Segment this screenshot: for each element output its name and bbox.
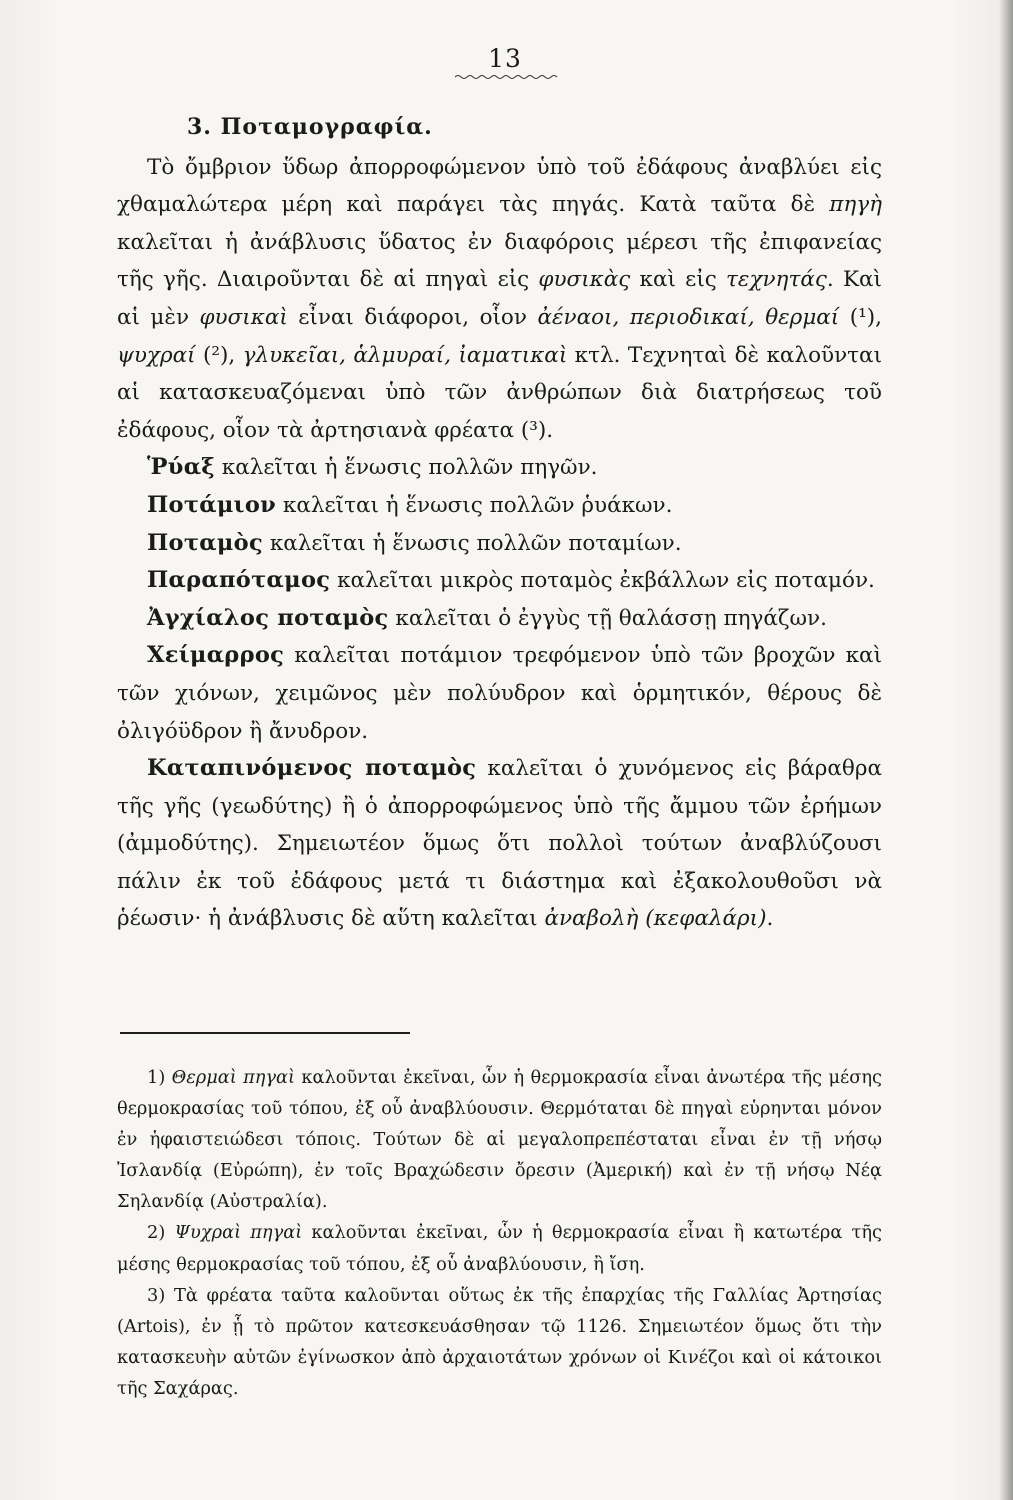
definition-term: Ποτάμιον [147,491,277,518]
footnote-3 [117,1280,882,1404]
term-fysikai: φυσικαὶ [199,304,288,330]
term-technitas: τεχνητάς [726,267,827,293]
intro-text-1: Τὸ ὄμβριον ὕδωρ ἀπορροφώμενον ὑπὸ τοῦ ἐδάφους ἀναβλύει εἰς χθαμαλώτερα μέρη καὶ παράγει τὰς πηγάς. Κατὰ ταῦτα δὲ [117,154,882,218]
definition-term: Καταπινόμενος ποταμὸς [147,755,477,782]
intro-text-4: . Καὶ αἱ μὲν [117,267,882,330]
main-text [117,109,882,938]
footnote-text: καλοῦνται ἐκεῖναι, ὧν ἡ θερμοκρασία εἶναι ἀνωτέρα τῆς μέσης θερμοκρασίας τοῦ τόπου, ἐξ οὗ ἀναβλύουσιν. Θερμόταται δὲ πηγαὶ εὑρηνται μόνον ἐν ἡφαιστειώδεσι τόποις. Τούτων δὲ αἱ μεγαλοπρεπέσταται εἶναι ἐν τῇ νήσῳ Ἰσλανδίᾳ (Εὐρώπη), ἐν τοῖς Βραχώδεσιν ὄρεσιν (Ἀμερική) καὶ ἐν τῇ νήσῳ Νέᾳ Σηλανδίᾳ (Αὐστραλία). [117,1067,882,1213]
intro-text-3: καὶ εἰς [630,267,727,293]
definition-text: καλεῖται ὁ χυνόμενος εἰς βάραθρα τῆς γῆς (γεωδύτης) ἢ ὁ ἀπορροφώμενος ὑπὸ τῆς ἄμμου τῶν ἐρήμων (ἀμμοδύτης). Σημειωτέον ὅμως ὅτι πολλοὶ τούτων ἀναβλύζουσι πάλιν ἐκ τοῦ ἐδάφους μετά τι διάστημα καὶ ἐξακολουθοῦσι νὰ ῥέωσιν· ἡ ἀνάβλυσις δὲ αὕτη καλεῖται [117,756,882,932]
footnote-1 [117,1062,882,1217]
definition-parapotamos [117,562,882,600]
definition-text: καλεῖται ἡ ἕνωσις πολλῶν ποταμίων. [262,530,682,556]
footnotes [117,1062,882,1404]
definition-text: καλεῖται μικρὸς ποταμὸς ἐκβάλλων εἰς ποταμόν. [330,568,875,594]
footnote-ref-1: (¹), [839,304,882,330]
term-anavoli: ἀναβολὴ (κεφαλάρι) [544,906,767,932]
footnote-ref-2: (²), [195,342,243,368]
definition-term: Ἀγχίαλος ποταμὸς [147,604,389,631]
definition-text: καλεῖται ὁ ἐγγὺς τῇ θαλάσσῃ πηγάζων. [388,605,827,631]
definition-text: καλεῖται ἡ ἕνωσις πολλῶν ῥυάκων. [276,492,673,518]
footnote-2 [117,1217,882,1279]
definition-text: καλεῖται ἡ ἕνωσις πολλῶν πηγῶν. [214,455,598,481]
section-heading: 3. Ποταμογραφία. [187,114,433,140]
definition-term: Χείμαρρος [147,642,285,669]
footnote-text: καλοῦνται ἐκεῖναι, ὧν ἡ θερμοκρασία εἶναι ἢ κατωτέρα τῆς μέσης θερμοκρασίας τοῦ τόπου, ἐξ οὗ ἀναβλύουσιν, ἢ ἴση. [117,1222,882,1275]
intro-paragraph [117,149,882,450]
page-edge-shadow [999,0,1013,1500]
definition-potamion [117,487,882,525]
page-number: 13 [488,44,522,73]
footnote-text: Τὰ φρέατα ταῦτα καλοῦνται οὕτως ἐκ τῆς ἐπαρχίας τῆς Γαλλίας Ἀρτησίας (Artois), ἐν ᾗ τὸ πρῶτον κατεσκευάσθησαν τῷ 1126. Σημειωτέον ὅμως ὅτι τὴν κατασκευὴν αὐτῶν ἐγίνωσκον ἀπὸ ἀρχαιοτάτων χρόνων οἱ Κινέζοι καὶ οἱ κάτοικοι τῆς Σαχάρας. [117,1284,882,1399]
footnote-lead: Θερμαὶ πηγαὶ [171,1067,296,1088]
intro-text-5: εἶναι διάφοροι, οἷον [287,304,538,330]
intro-text-2: καλεῖται ἡ ἀνάβλυσις ὕδατος ἐν διαφόροις μέρεσι τῆς ἐπιφανείας τῆς γῆς. Διαιροῦνται δὲ αἱ πηγαὶ εἰς [117,229,882,293]
definition-katapinomenos [117,750,882,938]
definition-anchialos [117,600,882,638]
term-aenaoi: ἀέναοι, περιοδικαί, θερμαί [537,304,840,330]
definition-end: . [766,906,774,932]
definition-potamos [117,525,882,563]
term-others: γλυκεῖαι, ἁλμυραί, ἰαματικαὶ [242,342,568,368]
term-pigi: πηγὴ [829,192,882,218]
footnote-separator [120,1032,410,1034]
footnote-lead: Ψυχραὶ πηγαὶ [174,1222,303,1244]
page-number-rule [455,74,560,80]
definition-cheimarros [117,637,882,750]
footnote-number: 2) [147,1222,166,1244]
definition-term: Ῥύαξ [147,454,215,481]
definition-term: Παραπόταμος [147,567,331,594]
footnote-number: 3) [147,1284,166,1306]
term-fysikas: φυσικὰς [538,267,631,293]
intro-text-6: κτλ. Τεχνηταὶ δὲ καλοῦνται αἱ κατασκευαζόμεναι ὑπὸ τῶν ἀνθρώπων διὰ διατρήσεως τοῦ ἐδάφους, οἷον τὰ ἀρτησιανὰ φρέατα (³). [117,342,882,443]
definition-ryax [117,449,882,487]
definition-term: Ποταμὸς [147,529,263,556]
footnote-number: 1) [147,1067,166,1088]
term-psychrai: ψυχραί [117,342,196,368]
definition-text: καλεῖται ποτάμιον τρεφόμενον ὑπὸ τῶν βροχῶν καὶ τῶν χιόνων, χειμῶνος μὲν πολύυδρον καὶ ὁρμητικόν, θέρους δὲ ὀλιγόϋδρον ἢ ἄνυδρον. [117,643,882,744]
